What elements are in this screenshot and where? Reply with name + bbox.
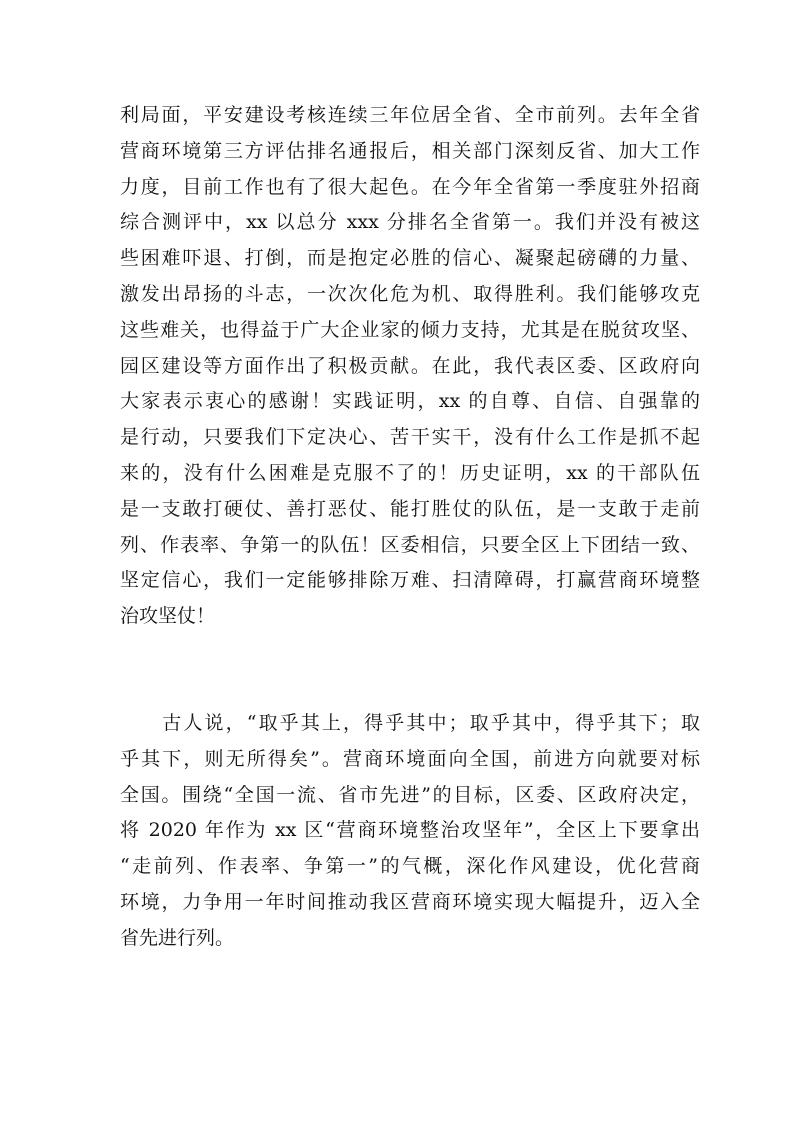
paragraph-line: 综合测评中，xx 以总分 xxx 分排名全省第一。我们并没有被这 [120, 211, 700, 234]
paragraph-line: 是行动，只要我们下定决心、苦干实干，没有什么工作是抓不起 [120, 426, 700, 449]
paragraph-line: 力度，目前工作也有了很大起色。在今年全省第一季度驻外招商 [120, 175, 700, 198]
paragraph-line: 利局面，平安建设考核连续三年位居全省、全市前列。去年全省 [120, 104, 700, 126]
paragraph-line: 是一支敢打硬仗、善打恶仗、能打胜仗的队伍，是一支敢于走前 [120, 497, 700, 520]
paragraph-line: “走前列、作表率、争第一”的气概，深化作风建设，优化营商 [120, 855, 700, 878]
paragraph-line: 激发出昂扬的斗志，一次次化危为机、取得胜利。我们能够攻克 [120, 282, 700, 305]
paragraph-line: 环境，力争用一年时间推动我区营商环境实现大幅提升，迈入全 [120, 890, 700, 913]
paragraph-line: 将 2020 年作为 xx 区“营商环境整治攻坚年”，全区上下要拿出 [120, 819, 700, 842]
paragraph-line: 全国。围绕“全国一流、省市先进”的目标，区委、区政府决定， [120, 783, 700, 806]
paragraph-line: 古人说，“取乎其上，得乎其中；取乎其中，得乎其下；取 [120, 712, 700, 734]
paragraph-2 [120, 706, 700, 957]
paragraph-line: 些困难吓退、打倒，而是抱定必胜的信心、凝聚起磅礴的力量、 [120, 247, 700, 270]
paragraph-line: 乎其下，则无所得矣”。营商环境面向全国，前进方向就要对标 [120, 747, 700, 770]
paragraph-1 [120, 98, 700, 635]
paragraph-line: 这些难关，也得益于广大企业家的倾力支持，尤其是在脱贫攻坚、 [120, 318, 700, 341]
paragraph-line: 园区建设等方面作出了积极贡献。在此，我代表区委、区政府向 [120, 354, 700, 377]
paragraph-line: 营商环境第三方评估排名通报后，相关部门深刻反省、加大工作 [120, 139, 700, 162]
paragraph-line: 来的，没有什么困难是克服不了的！历史证明，xx 的干部队伍 [120, 461, 700, 484]
paragraph-line: 坚定信心，我们一定能够排除万难、扫清障碍，打赢营商环境整 [120, 569, 700, 592]
paragraph-line: 大家表示衷心的感谢！实践证明，xx 的自尊、自信、自强靠的 [120, 390, 700, 413]
paragraph-line: 列、作表率、争第一的队伍！区委相信，只要全区上下团结一致、 [120, 533, 700, 556]
paragraph-line: 治攻坚仗！ [120, 605, 216, 628]
paragraph-line: 省先进行列。 [120, 926, 235, 949]
